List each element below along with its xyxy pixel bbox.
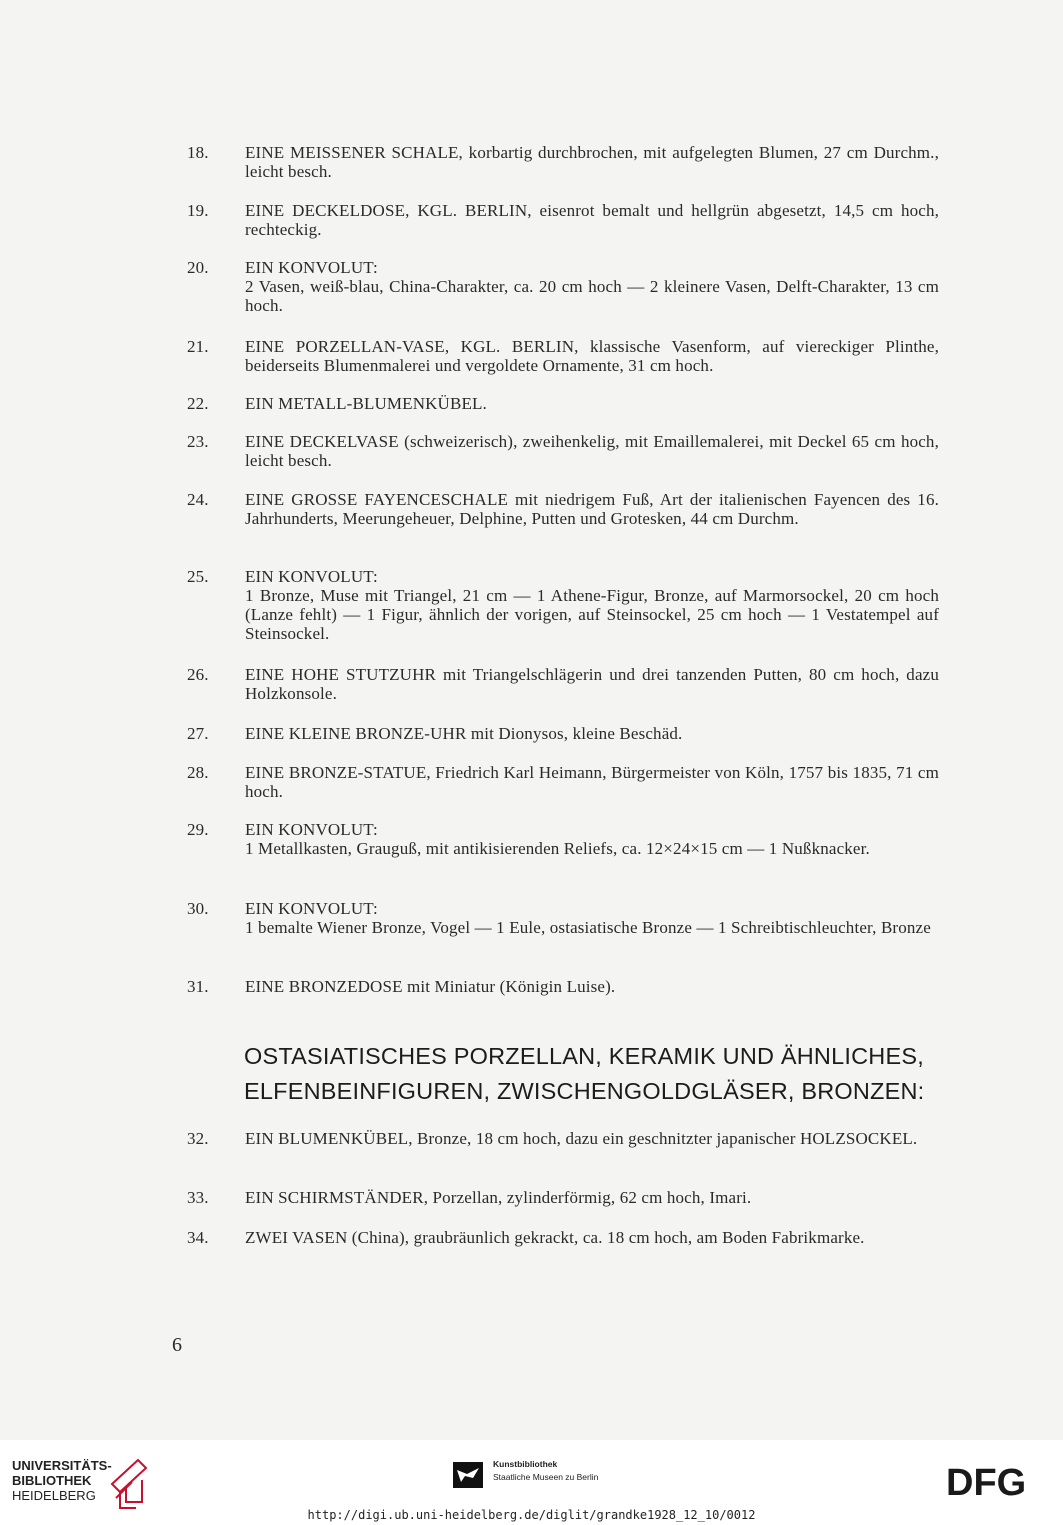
- entry-number: 22.: [187, 394, 209, 413]
- ub-mark-icon: [108, 1458, 150, 1510]
- entry-text: EINE HOHE STUTZUHR mit Triangelschlägerin und drei tanzenden Putten, 80 cm hoch, dazu Holzkonsole.: [245, 665, 939, 703]
- entry-text: EIN BLUMENKÜBEL, Bronze, 18 cm hoch, dazu ein geschnitzter japanischer HOLZSOCKEL.: [245, 1129, 918, 1148]
- entry-18: [187, 143, 939, 181]
- entry-text: EINE MEISSENER SCHALE, korbartig durchbrochen, mit aufgelegten Blumen, 27 cm Durchm., leicht besch.: [245, 143, 939, 181]
- entry-number: 32.: [187, 1129, 209, 1148]
- entry-text: EINE GROSSE FAYENCESCHALE mit niedrigem Fuß, Art der italienischen Fayencen des 16. Jahrhunderts, Meerungeheuer, Delphine, Putten und Grotesken, 44 cm Durchm.: [245, 490, 939, 528]
- entry-29: [187, 820, 939, 858]
- section-heading-line-1: OSTASIATISCHES PORZELLAN, KERAMIK UND ÄHNLICHES,: [244, 1043, 924, 1069]
- entry-number: 23.: [187, 432, 209, 451]
- entry-22: [187, 394, 939, 413]
- ub-line-3: HEIDELBERG: [12, 1488, 96, 1503]
- entry-text: EINE BRONZE-STATUE, Friedrich Karl Heimann, Bürgermeister von Köln, 1757 bis 1835, 71 cm hoch.: [245, 763, 939, 801]
- entry-number: 20.: [187, 258, 209, 277]
- entry-number: 33.: [187, 1188, 209, 1207]
- entry-text: ZWEI VASEN (China), graubräunlich gekrackt, ca. 18 cm hoch, am Boden Fabrikmarke.: [245, 1228, 865, 1247]
- footer-bar: [0, 1440, 1063, 1525]
- entry-33: [187, 1188, 939, 1207]
- page-number: 6: [172, 1334, 182, 1356]
- kunstbibliothek-text: [493, 1458, 598, 1484]
- ub-heidelberg-logo[interactable]: [12, 1458, 112, 1503]
- entry-text: EINE PORZELLAN-VASE, KGL. BERLIN, klassische Vasenform, auf viereckiger Plinthe, beiderseits Blumenmalerei und vergoldete Ornamente, 31 cm hoch.: [245, 337, 939, 375]
- entry-number: 28.: [187, 763, 209, 782]
- entry-25: [187, 567, 939, 643]
- entry-number: 31.: [187, 977, 209, 996]
- kb-line-2: Staatliche Museen zu Berlin: [493, 1472, 599, 1482]
- entry-19: [187, 201, 939, 239]
- entry-20: [187, 258, 939, 315]
- entry-32: [187, 1129, 939, 1148]
- entry-text: EIN KONVOLUT: 1 bemalte Wiener Bronze, Vogel — 1 Eule, ostasiatische Bronze — 1 Schreibtischleuchter, Bronze: [245, 899, 931, 937]
- permalink-url[interactable]: http://digi.ub.uni-heidelberg.de/diglit/grandke1928_12_10/0012: [307, 1508, 756, 1522]
- entry-text: EIN SCHIRMSTÄNDER, Porzellan, zylinderförmig, 62 cm hoch, Imari.: [245, 1188, 752, 1207]
- entry-number: 25.: [187, 567, 209, 586]
- entry-31: [187, 977, 939, 996]
- entry-text: EINE KLEINE BRONZE-UHR mit Dionysos, kleine Beschäd.: [245, 724, 683, 743]
- entry-27: [187, 724, 939, 743]
- ub-logo-text: [12, 1458, 112, 1503]
- entry-text: EINE BRONZEDOSE mit Miniatur (Königin Luise).: [245, 977, 616, 996]
- entry-number: 26.: [187, 665, 209, 684]
- kunstbibliothek-eagle-icon: [453, 1462, 483, 1488]
- entry-23: [187, 432, 939, 470]
- entry-number: 21.: [187, 337, 209, 356]
- entry-number: 29.: [187, 820, 209, 839]
- entry-30: [187, 899, 939, 937]
- entry-28: [187, 763, 939, 801]
- entry-number: 24.: [187, 490, 209, 509]
- entry-34: [187, 1228, 939, 1247]
- entry-text: EIN METALL-BLUMENKÜBEL.: [245, 394, 487, 413]
- entry-text: EIN KONVOLUT: 2 Vasen, weiß-blau, China-Charakter, ca. 20 cm hoch — 2 kleinere Vasen, Delft-Charakter, 13 cm hoch.: [245, 258, 939, 315]
- entry-number: 30.: [187, 899, 209, 918]
- section-heading-line-2: ELFENBEINFIGUREN, ZWISCHENGOLDGLÄSER, BRONZEN:: [244, 1078, 925, 1104]
- ub-line-2: BIBLIOTHEK: [12, 1473, 92, 1488]
- entry-number: 34.: [187, 1228, 209, 1247]
- entry-text: EIN KONVOLUT: 1 Metallkasten, Grauguß, mit antikisierenden Reliefs, ca. 12×24×15 cm — 1 Nußknacker.: [245, 820, 870, 858]
- kb-line-1: Kunstbibliothek: [493, 1459, 558, 1469]
- entry-number: 18.: [187, 143, 209, 162]
- entry-number: 27.: [187, 724, 209, 743]
- entry-text: EIN KONVOLUT: 1 Bronze, Muse mit Triangel, 21 cm — 1 Athene-Figur, Bronze, auf Marmorsockel, 20 cm hoch (Lanze fehlt) — 1 Figur, ähnlich der vorigen, auf Steinsockel, 25 cm hoch — 1 Vestatempel auf Steinsockel.: [245, 567, 939, 643]
- dfg-logo-text: DFG: [946, 1464, 1027, 1498]
- entry-number: 19.: [187, 201, 209, 220]
- entry-24: [187, 490, 939, 528]
- entry-text: EINE DECKELDOSE, KGL. BERLIN, eisenrot bemalt und hellgrün abgesetzt, 14,5 cm hoch, rechteckig.: [245, 201, 939, 239]
- entry-26: [187, 665, 939, 703]
- entry-21: [187, 337, 939, 375]
- dfg-logo[interactable]: [946, 1464, 1050, 1498]
- ub-line-1: UNIVERSITÄTS-: [12, 1458, 112, 1473]
- entry-text: EINE DECKELVASE (schweizerisch), zweihenkelig, mit Emaillemalerei, mit Deckel 65 cm hoch, leicht besch.: [245, 432, 939, 470]
